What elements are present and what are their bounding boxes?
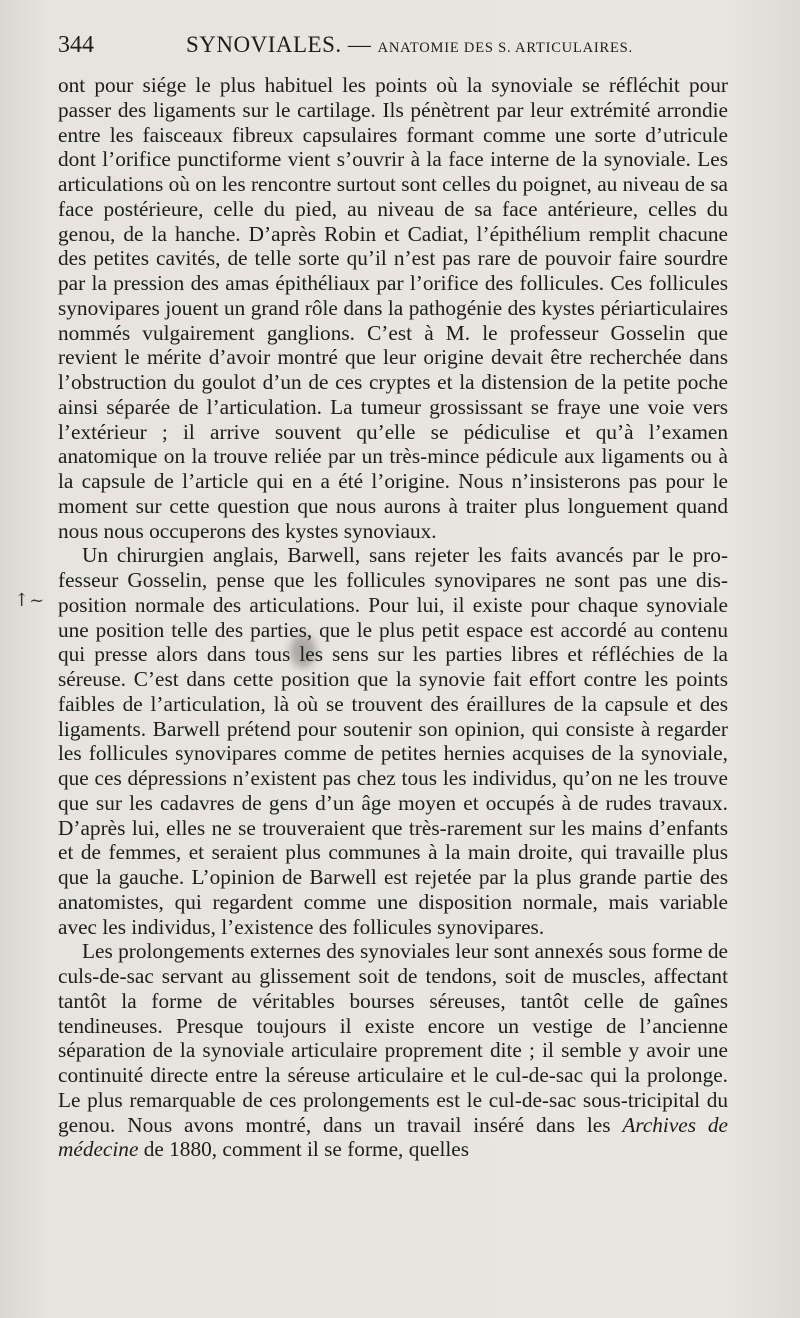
running-title [186,32,633,58]
journal-title: Archives de médecine [58,1112,728,1162]
running-title-main: SYNOVIALES. [186,32,342,57]
paragraph-1: ont pour siége le plus habituel les points où la synoviale se réfléchit pour passer des ligaments sur le cartilage. Ils pénètrent par leur extrémité arrondie entre les faisceaux fibreux capsulaires formant comme une sorte d’utricule dont l’orifice punctiforme vient s’ouvrir à la face interne de la synoviale. Les articulations où on les rencontre surtout sont celles du poignet, au niveau de sa face postérieure, celle du pied, au niveau de sa face antérieure, celles du genou, de la hanche. D’après Robin et Cadiat, l’épithélium remplit chacune des petites cavités, de telle sorte qu’il n’est pas rare de pouvoir faire sourdre par la pression des amas épithéliaux par l’orifice des follicules. Ces follicules synovipares jouent un grand rôle dans la pathogénie des kystes périarticulaires nommés vulgairement ganglions. C’est à M. le professeur Gosselin que revient le mérite d’avoir montré que leur origine devait être recherchée dans l’obstruction du goulot d’un de ces cryptes et la distension de la petite poche ainsi séparée de l’articulation. La tumeur grossissant se fraye une voie vers l’extérieur ; il arrive souvent qu’elle se pédiculise et qu’à l’examen anatomique on la trouve reliée par un très-mince pédicule aux ligaments ou à la capsule de l’article qui en a été l’origine. Nous n’insisterons pas pour le moment sur cette question que nous aurons à traiter plus longuement quand nous nous occuperons des kystes synoviaux. [58,73,728,543]
running-title-sub: ANATOMIE DES S. ARTICULAIRES. [377,40,633,56]
paragraph-3-text-before: Les prolongements externes des synoviales leur sont annexés sous forme de culs-de-sac servant au glissement soit de tendons, soit de muscles, affectant tantôt la forme de véritables bourses séreuses, tantôt celle de gaînes tendineuses. Presque toujours il existe encore un vestige de l’ancienne séparation de la synoviale articulaire proprement dite ; il semble y avoir une continuité directe entre la séreuse articulaire et le cul-de-sac qui la prolonge. Le plus remarquable de ces prolongements est le cul-de-sac sous-tricipital du genou. Nous avons montré, dans un travail inséré dans les [58,939,728,1137]
paragraph-2: Un chirurgien anglais, Barwell, sans rejeter les faits avancés par le professeur Gosselin, pense que les follicules synovipares ne sont pas une disposition normale des articulations. Pour lui, il existe pour chaque synoviale une position telle des parties, que le plus petit espace est accordé au contenu qui presse alors dans tous les sens sur les parties libres et réfléchies de la séreuse. C’est dans cette position que la synovie fait effort contre les points faibles de l’articulation, là où se trouvent des éraillures de la capsule et des ligaments. Barwell prétend pour soutenir son opinion, qui consiste à regarder les follicules synovipares comme de petites hernies acquises de la synoviale, que ces dépressions n’existent pas chez tous les individus, qu’on ne les trouve que sur les cadavres de gens d’un âge moyen et occupés à de rudes travaux. D’après lui, elles ne se trouveraient que très-rarement sur les mains d’enfants et de femmes, et seraient plus communes à la main droite, qui travaille plus que la gauche. L’opinion de Barwell est rejetée par la plus grande partie des anatomistes, qui regardent comme une disposition normale, mais variable avec les individus, l’existence des follicules synovipares. [58,543,728,939]
margin-annotation: ↑~ [14,590,45,611]
running-title-dash: — [347,32,372,57]
paragraph-3 [58,939,728,1162]
running-header [58,32,750,62]
body-text [58,73,728,1162]
paragraph-3-text-after: de 1880, comment il se forme, quelles [143,1137,470,1162]
page-number: 344 [58,32,94,58]
